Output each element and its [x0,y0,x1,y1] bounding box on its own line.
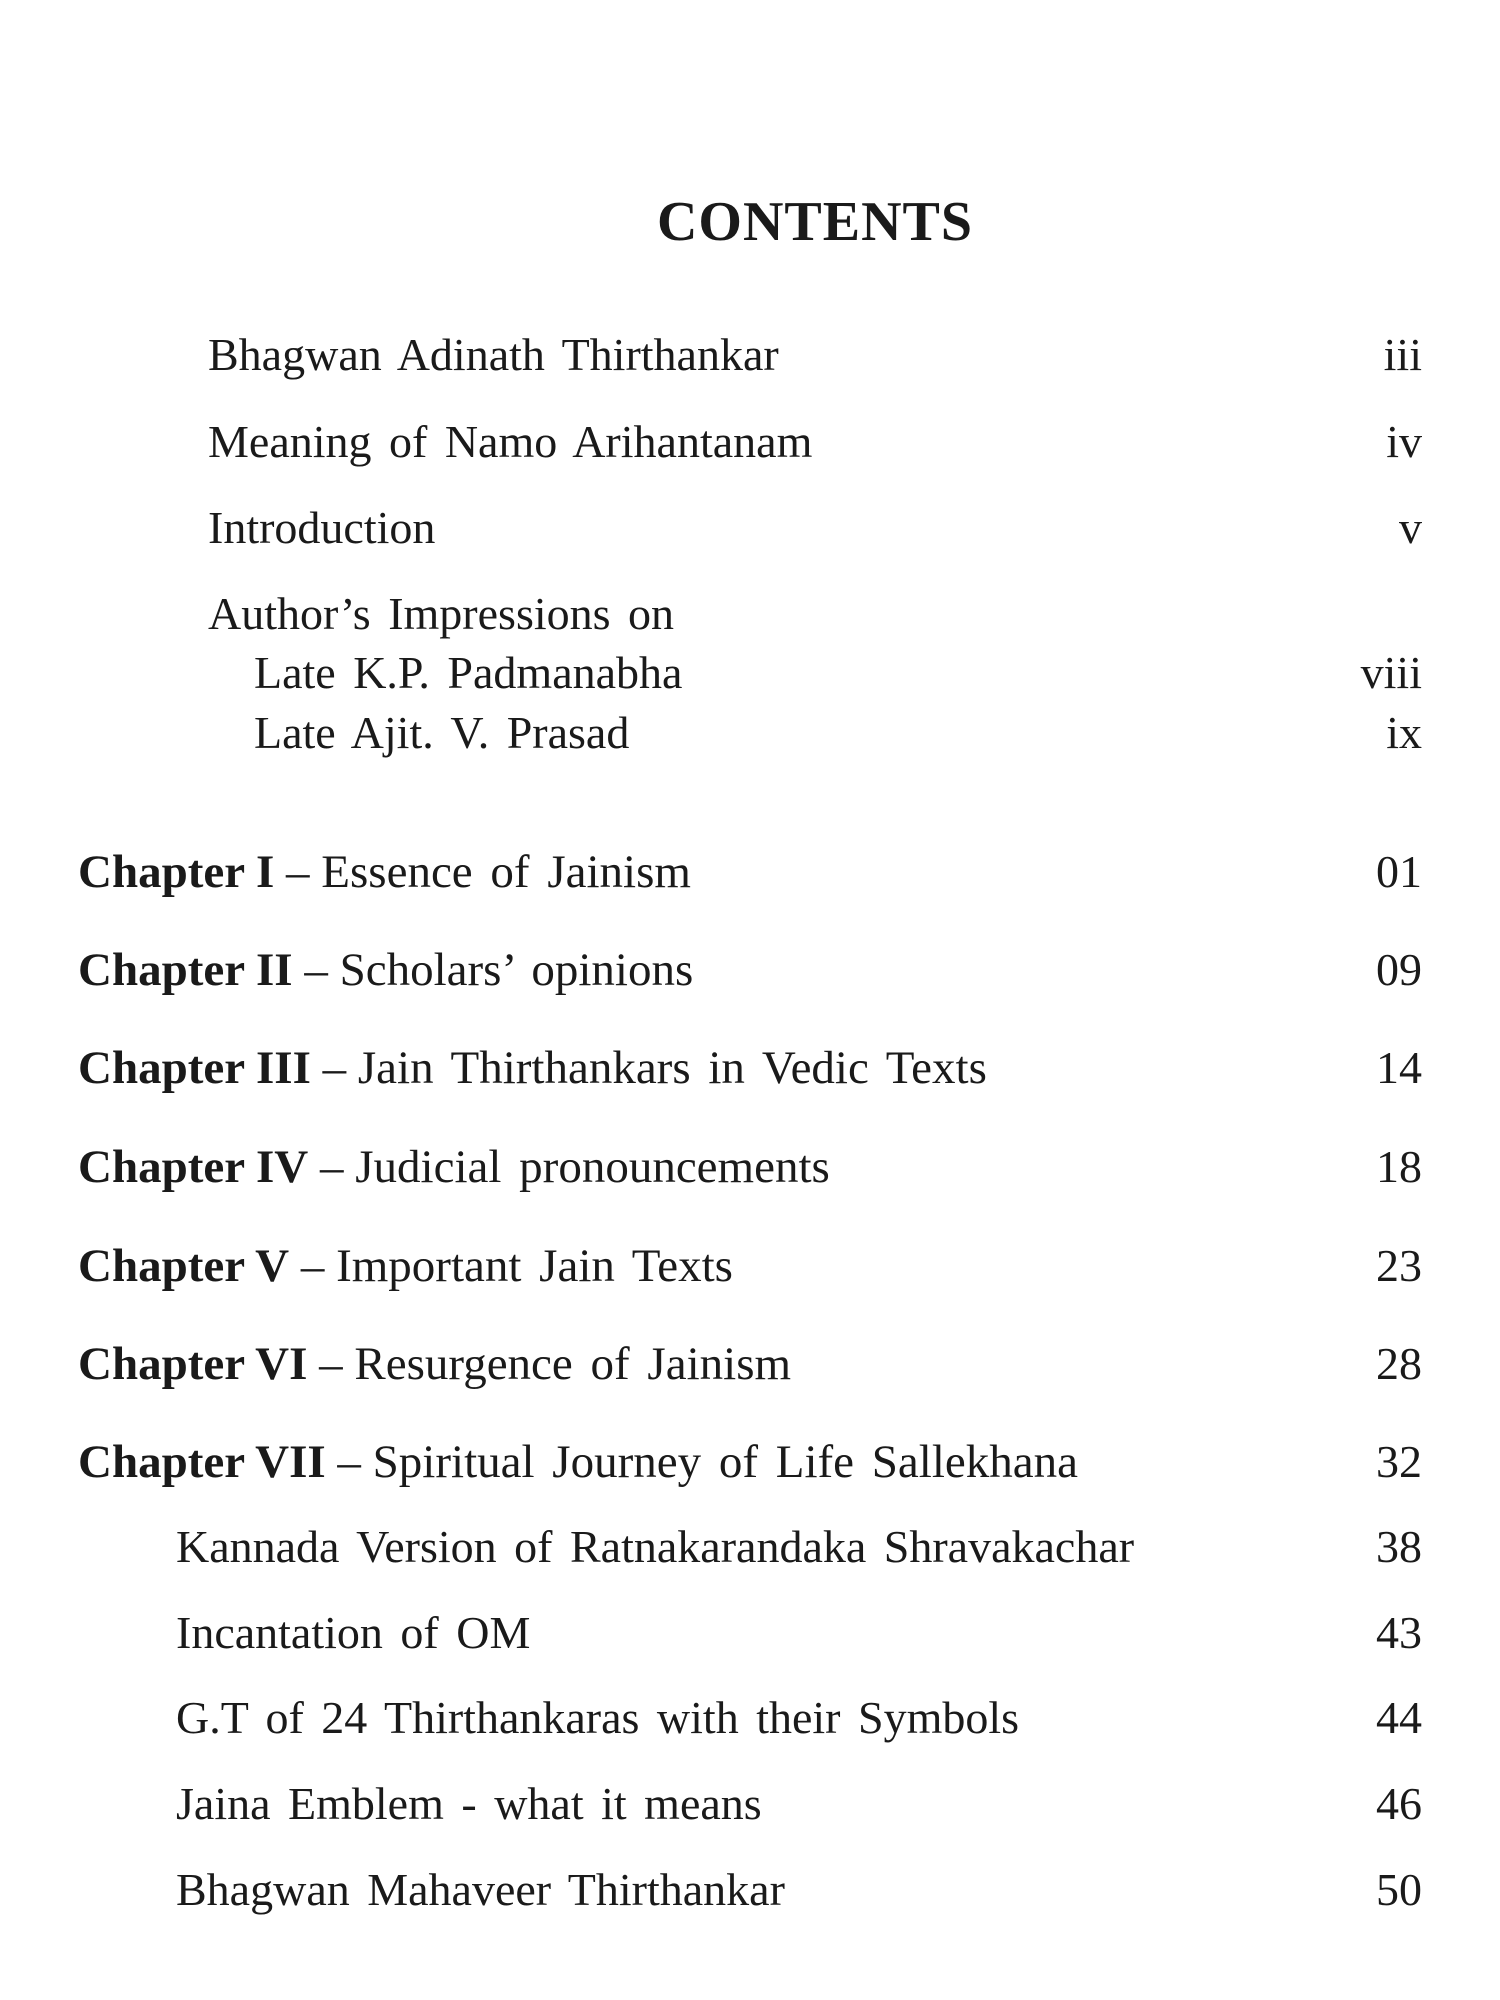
toc-entry-chapter [78,1236,733,1296]
chapter-dash: – [319,1141,344,1193]
toc-page-number: iii [1383,329,1422,380]
toc-entry-title: G.T of 24 Thirthankaras with their Symbols [176,1692,1020,1743]
chapter-label: Chapter III [78,1042,311,1094]
page-title: CONTENTS [656,191,974,253]
chapter-title: Judicial pronouncements [355,1141,830,1193]
toc-entry-chapter [78,1137,830,1197]
chapter-title: Resurgence of Jainism [354,1338,792,1390]
toc-entry-title: Bhagwan Mahaveer Thirthankar [176,1864,785,1915]
toc-page-number: 50 [1376,1864,1422,1915]
chapter-title: Scholars’ opinions [339,944,694,996]
toc-entry-prelim [208,412,812,472]
toc-entry-title: Bhagwan Adinath Thirthankar [208,329,779,380]
toc-page-number: 01 [1376,846,1422,897]
toc-entry-prelim-sub [254,703,629,763]
toc-entry-appendix [176,1517,1134,1577]
chapter-label: Chapter VI [78,1338,308,1390]
chapter-label: Chapter II [78,944,293,996]
chapter-title: Important Jain Texts [336,1240,733,1292]
chapter-label: Chapter I [78,846,275,898]
chapter-title: Jain Thirthankars in Vedic Texts [357,1042,987,1094]
toc-entry-appendix [176,1688,1019,1748]
toc-page-number: 32 [1376,1436,1422,1487]
toc-page-number: 28 [1376,1338,1422,1389]
toc-entry-title: Introduction [208,502,436,553]
chapter-title: Spiritual Journey of Life Sallekhana [372,1436,1078,1488]
toc-entry-prelim [208,498,435,558]
toc-page-number: v [1399,502,1422,553]
chapter-dash: – [300,1240,325,1292]
toc-entry-chapter [78,842,691,902]
toc-entry-title: Incantation of OM [176,1607,531,1658]
chapter-dash: – [304,944,328,996]
toc-page-number: 38 [1376,1521,1422,1572]
chapter-label: Chapter IV [78,1141,309,1193]
toc-entry-title: Meaning of Namo Arihantanam [208,416,813,467]
toc-page-number: 09 [1376,944,1422,995]
toc-entry-prelim [208,325,779,385]
toc-entry-title: Late K.P. Padmanabha [254,647,683,698]
chapter-dash: – [337,1436,361,1488]
toc-page-number: 43 [1376,1607,1422,1658]
chapter-dash: – [322,1042,347,1094]
toc-page-number: 46 [1376,1778,1422,1829]
chapter-dash: – [319,1338,343,1390]
toc-entry-chapter [78,1334,791,1394]
toc-page-number: 23 [1376,1240,1422,1291]
toc-entry-chapter [78,940,693,1000]
toc-page-number: 14 [1376,1042,1422,1093]
toc-page-number: viii [1360,647,1422,698]
toc-entry-appendix [176,1860,785,1920]
chapter-title: Essence of Jainism [321,846,691,898]
toc-entry-prelim-sub [254,643,682,703]
toc-entry-title: Jaina Emblem - what it means [176,1778,762,1829]
chapter-dash: – [286,846,310,898]
toc-entry-chapter [78,1432,1078,1492]
toc-entry-title: Kannada Version of Ratnakarandaka Shravakachar [176,1521,1135,1572]
toc-page-number: 18 [1376,1141,1422,1192]
toc-entry-prelim [208,584,674,644]
toc-entry-chapter [78,1038,987,1098]
chapter-label: Chapter VII [78,1436,326,1488]
toc-entry-title: Late Ajit. V. Prasad [254,707,630,758]
toc-page-number: 44 [1376,1692,1422,1743]
toc-entry-title: Author’s Impressions on [208,588,675,639]
toc-page-number: ix [1386,707,1422,758]
toc-entry-appendix [176,1603,530,1663]
chapter-label: Chapter V [78,1240,290,1292]
toc-page-number: iv [1386,416,1422,467]
toc-entry-appendix [176,1774,762,1834]
